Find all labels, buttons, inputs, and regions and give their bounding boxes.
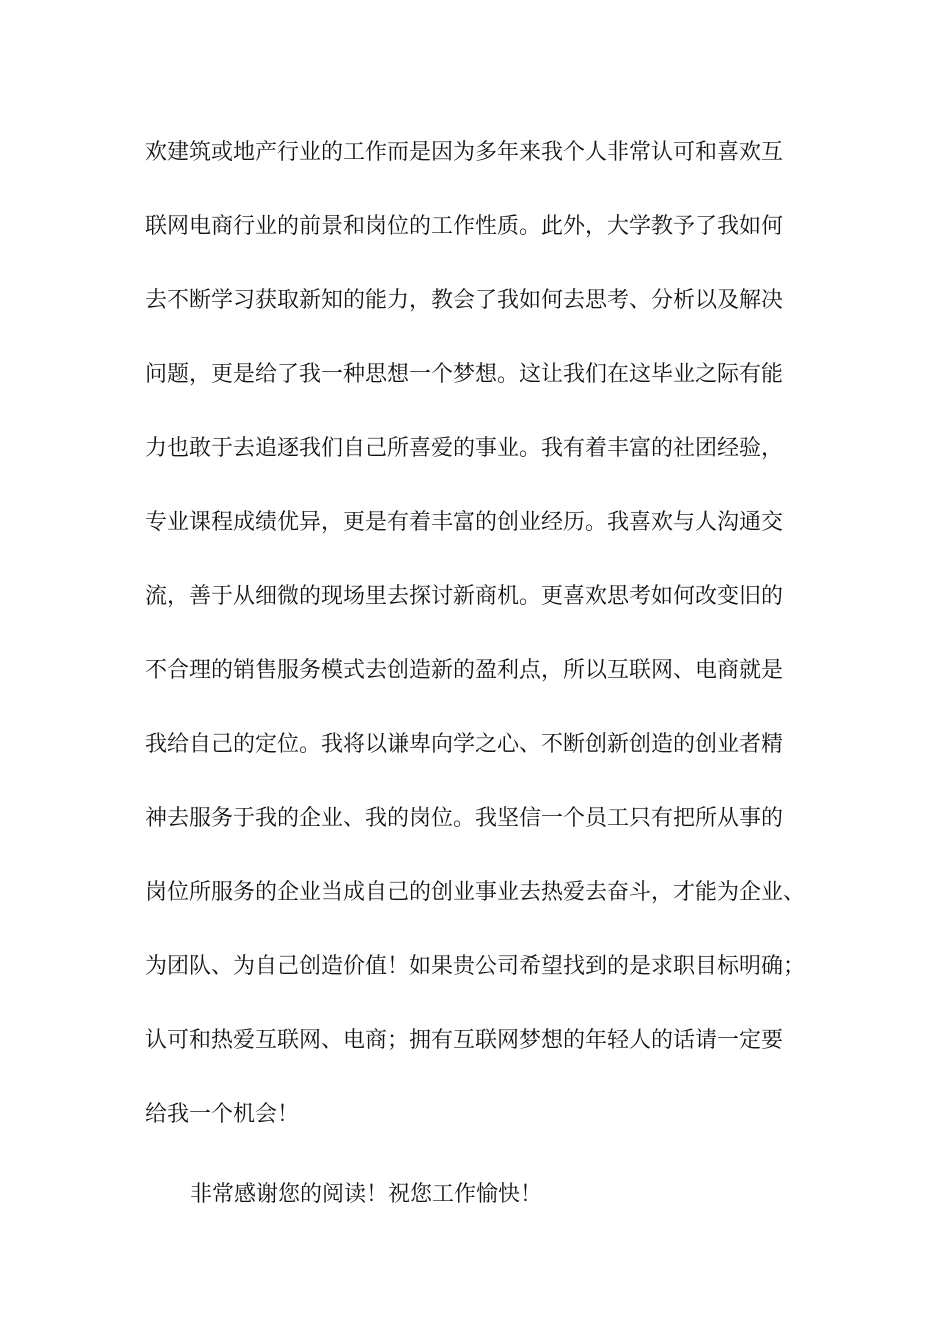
body-paragraph	[145, 128, 845, 1164]
paragraph-line: 为团队、为自己创造价值！如果贵公司希望找到的是求职目标明确；	[145, 954, 806, 979]
paragraph-line: 流，善于从细微的现场里去探讨新商机。更喜欢思考如何改变旧的	[145, 584, 784, 609]
closing-line: 非常感谢您的阅读！祝您工作愉快！	[190, 1182, 543, 1207]
paragraph-line: 欢建筑或地产行业的工作而是因为多年来我个人非常认可和喜欢互	[145, 140, 784, 165]
paragraph-line: 联网电商行业的前景和岗位的工作性质。此外，大学教予了我如何	[145, 214, 784, 239]
paragraph-line: 我给自己的定位。我将以谦卑向学之心、不断创新创造的创业者精	[145, 732, 784, 757]
paragraph-line: 问题，更是给了我一种思想一个梦想。这让我们在这毕业之际有能	[145, 362, 784, 387]
paragraph-line: 专业课程成绩优异，更是有着丰富的创业经历。我喜欢与人沟通交	[145, 510, 784, 535]
paragraph-line: 神去服务于我的企业、我的岗位。我坚信一个员工只有把所从事的	[145, 806, 784, 831]
paragraph-line: 认可和热爱互联网、电商；拥有互联网梦想的年轻人的话请一定要	[145, 1028, 784, 1053]
paragraph-line: 给我一个机会！	[145, 1102, 300, 1127]
paragraph-line: 岗位所服务的企业当成自己的创业事业去热爱去奋斗，才能为企业、	[145, 880, 806, 905]
paragraph-line: 不合理的销售服务模式去创造新的盈利点，所以互联网、电商就是	[145, 658, 784, 683]
paragraph-line: 力也敢于去追逐我们自己所喜爱的事业。我有着丰富的社团经验，	[145, 436, 784, 461]
paragraph-line: 去不断学习获取新知的能力，教会了我如何去思考、分析以及解决	[145, 288, 784, 313]
